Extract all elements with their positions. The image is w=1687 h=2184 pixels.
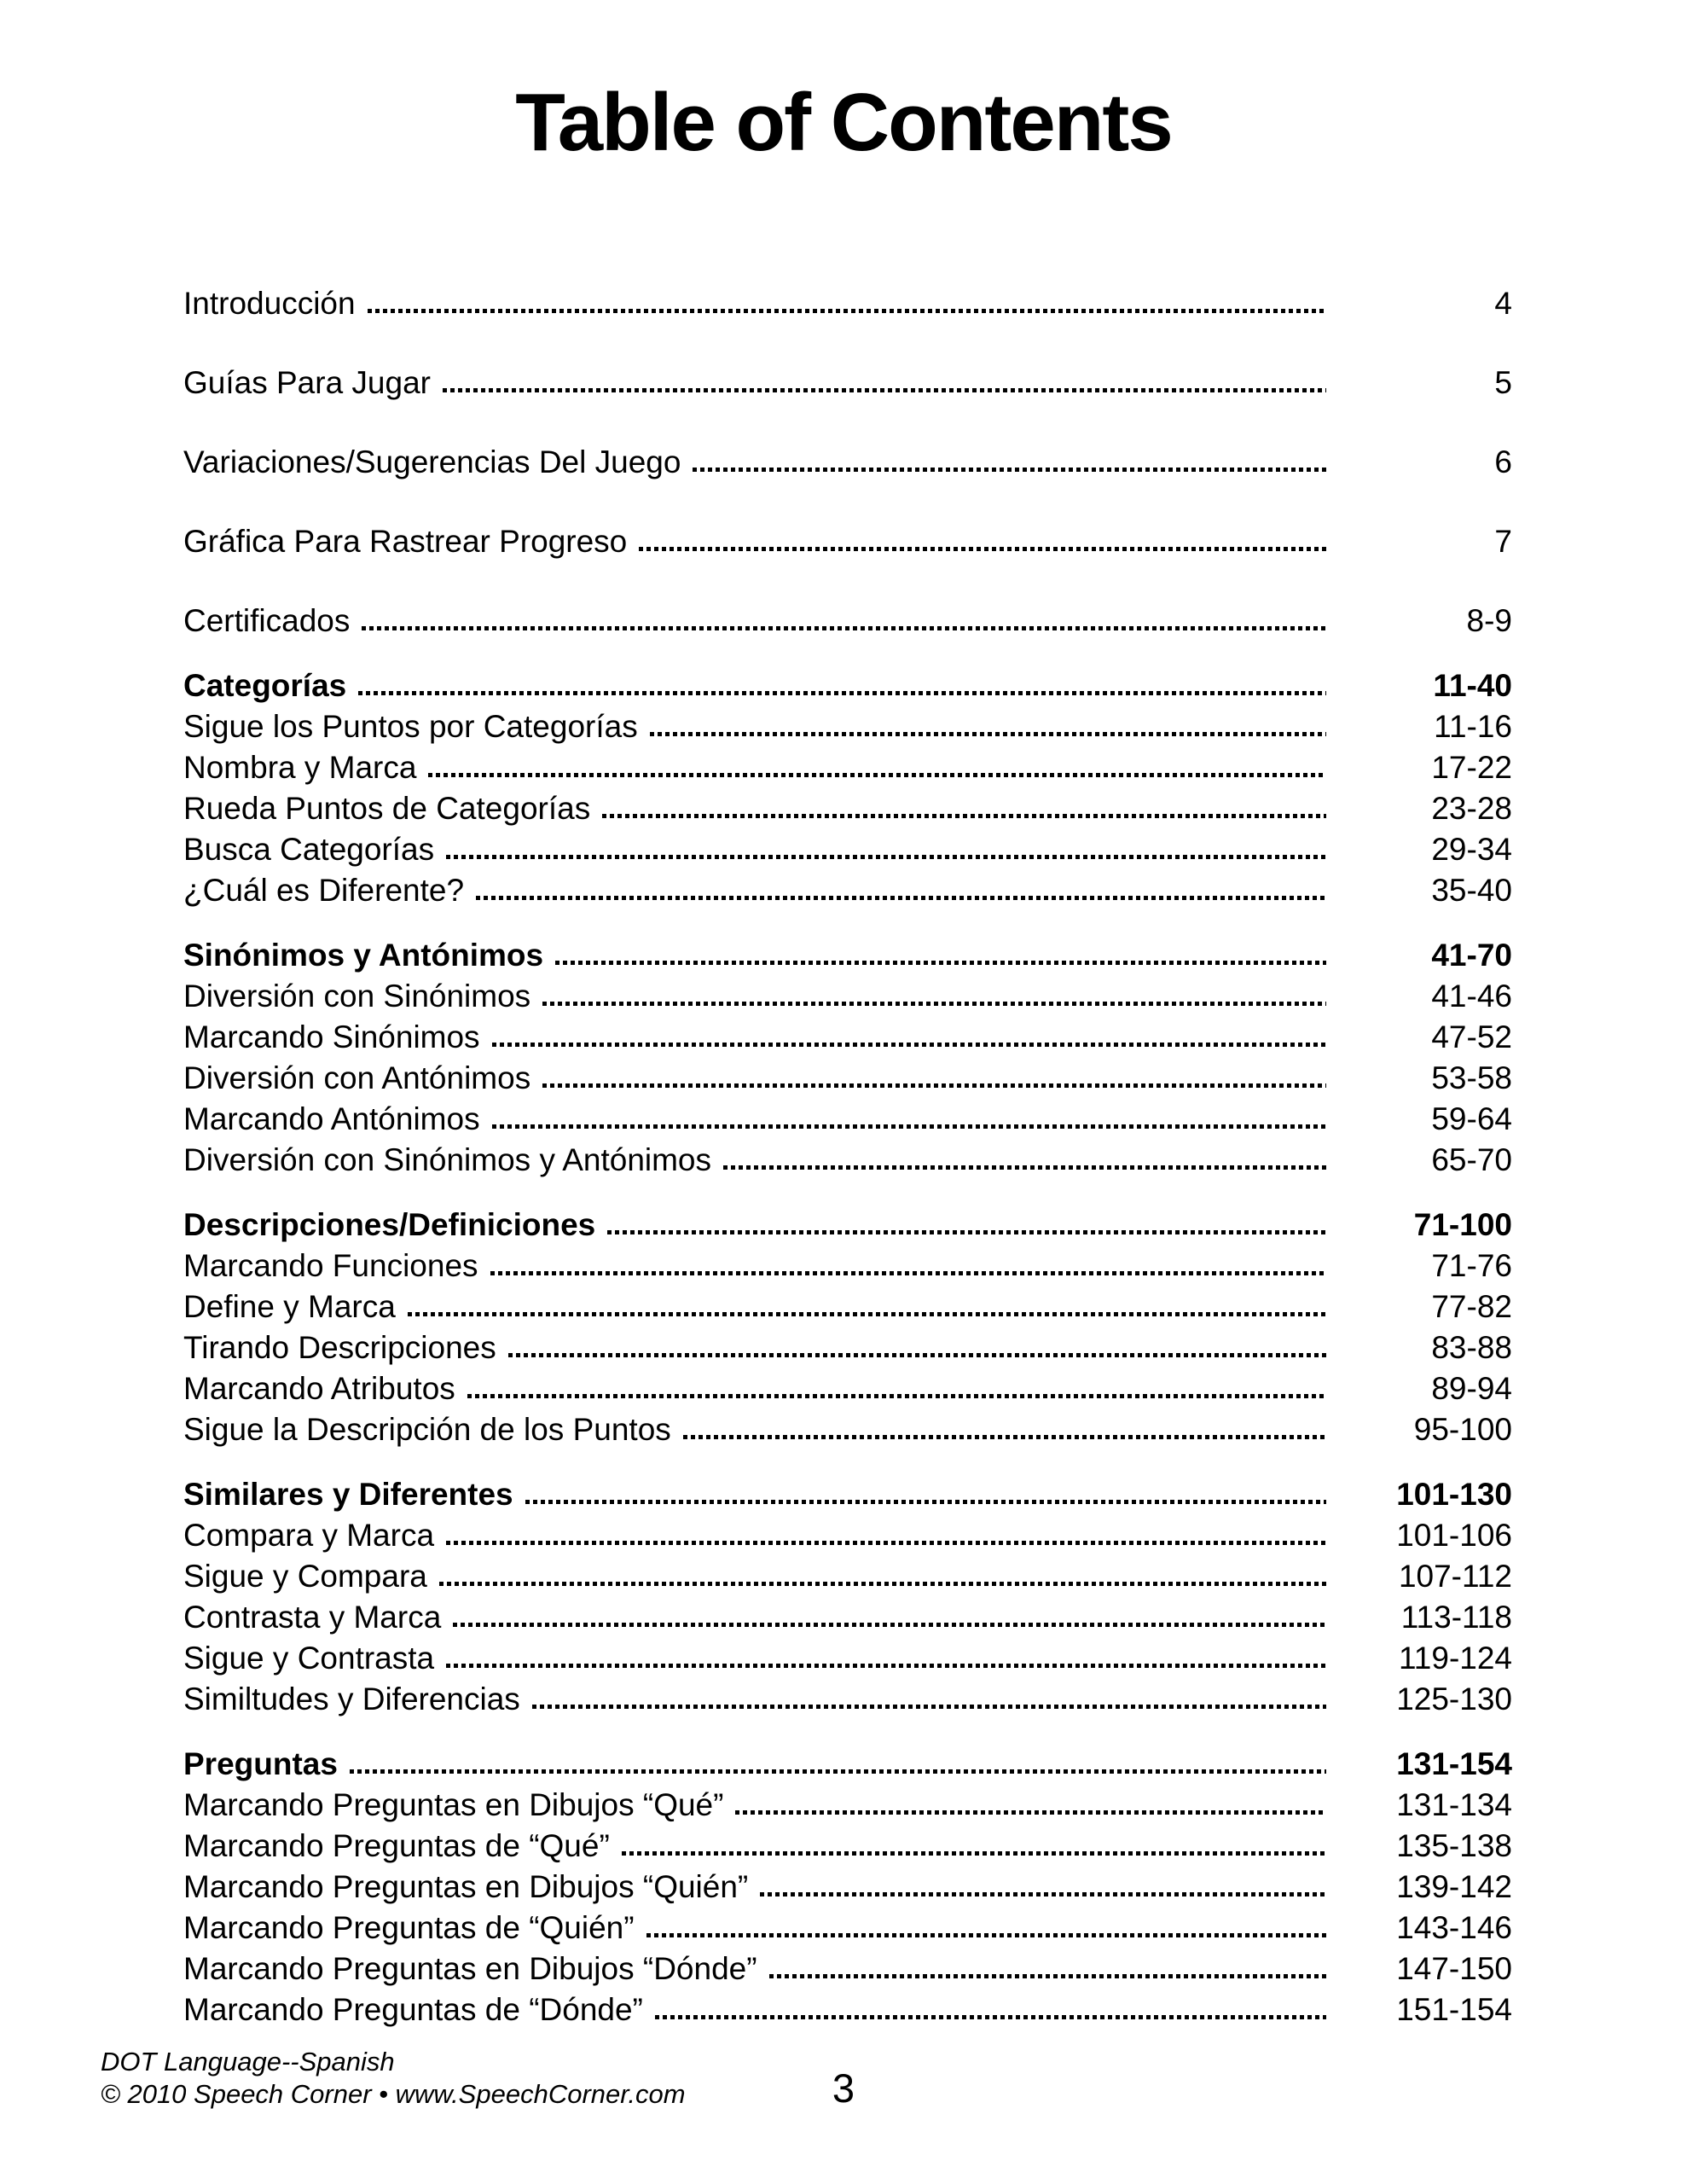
toc-entry xyxy=(183,744,1512,785)
toc-entry xyxy=(183,1014,1512,1054)
toc-entry-page: 8-9 xyxy=(1466,603,1512,638)
dot-leader xyxy=(362,626,1326,630)
toc-entry xyxy=(183,280,1512,321)
dot-leader xyxy=(446,855,1326,859)
dot-leader xyxy=(492,1124,1326,1129)
front-matter-list xyxy=(183,280,1512,638)
toc-entry xyxy=(183,1283,1512,1324)
toc-section xyxy=(183,1201,1512,1447)
toc-section-title: Preguntas xyxy=(183,1746,338,1781)
toc-entry-page: 107-112 xyxy=(1398,1559,1512,1594)
toc-entry-label: Sigue y Contrasta xyxy=(183,1641,435,1676)
toc-entry-label: Nombra y Marca xyxy=(183,750,417,785)
toc-section xyxy=(183,932,1512,1177)
toc-section xyxy=(183,1471,1512,1716)
toc-entry-page: 125-130 xyxy=(1396,1682,1512,1716)
toc-entry xyxy=(183,1676,1512,1716)
footer-book-title: DOT Language--Spanish xyxy=(101,2047,395,2077)
page-title: Table of Contents xyxy=(515,77,1172,168)
toc-entry-label: Marcando Preguntas de “Qué” xyxy=(183,1828,610,1863)
toc-entry-page: 35-40 xyxy=(1431,873,1512,908)
toc-entry-page: 101-106 xyxy=(1396,1518,1512,1553)
toc-entry xyxy=(183,439,1512,479)
toc-entry xyxy=(183,1822,1512,1863)
toc-entry-page: 135-138 xyxy=(1396,1828,1512,1863)
toc-section-pages: 11-40 xyxy=(1433,668,1512,703)
toc-entry-page: 29-34 xyxy=(1431,832,1512,867)
toc-entry-label: Contrasta y Marca xyxy=(183,1600,442,1635)
toc-entry xyxy=(183,1986,1512,2027)
toc-entry-label: ¿Cuál es Diferente? xyxy=(183,873,465,908)
toc-section-pages: 71-100 xyxy=(1413,1207,1512,1242)
toc-entry-page: 47-52 xyxy=(1431,1019,1512,1054)
dot-leader xyxy=(769,1974,1326,1978)
dot-leader xyxy=(490,1271,1326,1275)
toc-entry-page: 131-134 xyxy=(1396,1787,1512,1822)
toc-entry xyxy=(183,1136,1512,1177)
page-number: 3 xyxy=(832,2065,855,2111)
dot-leader xyxy=(467,1394,1326,1398)
dot-leader xyxy=(655,2015,1326,2019)
toc-entry-page: 23-28 xyxy=(1431,791,1512,826)
toc-entry-page: 5 xyxy=(1494,365,1512,400)
toc-entry-label: Sigue los Puntos por Categorías xyxy=(183,709,638,744)
dot-leader xyxy=(693,468,1326,472)
dot-leader xyxy=(508,1353,1326,1357)
toc-entry-label: Marcando Antónimos xyxy=(183,1101,480,1136)
toc-entry-page: 147-150 xyxy=(1396,1951,1512,1986)
toc-entry xyxy=(183,1904,1512,1945)
toc-entry-page: 53-58 xyxy=(1431,1060,1512,1095)
toc-entry xyxy=(183,518,1512,559)
toc-entry-label: Diversión con Sinónimos y Antónimos xyxy=(183,1142,712,1177)
dot-leader xyxy=(542,1002,1326,1006)
toc-entry xyxy=(183,1863,1512,1904)
toc-entry-label: Gráfica Para Rastrear Progreso xyxy=(183,524,628,559)
dot-leader xyxy=(555,961,1326,965)
footer-copyright: © 2010 Speech Corner • www.SpeechCorner.com xyxy=(101,2079,686,2109)
toc-entry-label: Marcando Preguntas en Dibujos “Quién” xyxy=(183,1869,749,1904)
toc-entry-label: Marcando Funciones xyxy=(183,1248,478,1283)
dot-leader xyxy=(639,547,1326,551)
dot-leader xyxy=(439,1582,1326,1586)
toc-entry-label: Marcando Preguntas de “Dónde” xyxy=(183,1992,643,2027)
toc-entry-page: 143-146 xyxy=(1396,1910,1512,1945)
toc-section-header xyxy=(183,1201,1512,1242)
toc-section-pages: 131-154 xyxy=(1396,1746,1512,1781)
dot-leader xyxy=(446,1664,1326,1668)
toc-entry xyxy=(183,597,1512,638)
dot-leader xyxy=(607,1230,1326,1234)
toc-section-header xyxy=(183,1740,1512,1781)
toc-entry-label: Variaciones/Sugerencias Del Juego xyxy=(183,444,681,479)
toc-section-title: Descripciones/Definiciones xyxy=(183,1207,596,1242)
toc-entry-label: Guías Para Jugar xyxy=(183,365,431,400)
dot-leader xyxy=(476,896,1326,900)
toc-entry xyxy=(183,1945,1512,1986)
toc-entry xyxy=(183,1054,1512,1095)
toc-section xyxy=(183,662,1512,908)
toc-entry-page: 151-154 xyxy=(1396,1992,1512,2027)
dot-leader xyxy=(492,1043,1326,1047)
dot-leader xyxy=(735,1810,1326,1815)
toc-entry-label: Compara y Marca xyxy=(183,1518,435,1553)
toc-entry xyxy=(183,1512,1512,1553)
toc-entry-page: 119-124 xyxy=(1398,1641,1512,1676)
toc-entry xyxy=(183,785,1512,826)
toc-section-title: Sinónimos y Antónimos xyxy=(183,938,544,973)
dot-leader xyxy=(760,1892,1326,1896)
dot-leader xyxy=(358,691,1326,695)
toc-entry-label: Rueda Puntos de Categorías xyxy=(183,791,591,826)
toc-entry-label: Busca Categorías xyxy=(183,832,435,867)
toc-entry-page: 139-142 xyxy=(1396,1869,1512,1904)
toc-entry-page: 11-16 xyxy=(1434,709,1512,744)
toc-entry-page: 89-94 xyxy=(1431,1371,1512,1406)
dot-leader xyxy=(650,732,1326,736)
toc-entry-label: Diversión con Sinónimos xyxy=(183,979,531,1014)
dot-leader xyxy=(446,1541,1326,1545)
toc-section-header xyxy=(183,662,1512,703)
toc-entry-label: Marcando Atributos xyxy=(183,1371,455,1406)
toc-entry-label: Marcando Preguntas en Dibujos “Qué” xyxy=(183,1787,724,1822)
dot-leader xyxy=(525,1500,1326,1504)
dot-leader xyxy=(646,1933,1326,1937)
toc-entry xyxy=(183,867,1512,908)
toc-entry-label: Define y Marca xyxy=(183,1289,396,1324)
toc-section xyxy=(183,1740,1512,2027)
toc-entry-page: 65-70 xyxy=(1431,1142,1512,1177)
dot-leader xyxy=(408,1312,1326,1316)
toc-entry-page: 95-100 xyxy=(1413,1412,1512,1447)
dot-leader xyxy=(622,1851,1326,1856)
toc-entry-label: Marcando Preguntas de “Quién” xyxy=(183,1910,635,1945)
toc-entry xyxy=(183,973,1512,1014)
toc-entry xyxy=(183,826,1512,867)
toc-entry-page: 59-64 xyxy=(1431,1101,1512,1136)
dot-leader xyxy=(602,814,1326,818)
toc-section-title: Categorías xyxy=(183,668,347,703)
toc-entry-page: 6 xyxy=(1494,444,1512,479)
toc-entry-label: Marcando Sinónimos xyxy=(183,1019,480,1054)
toc-entry xyxy=(183,1365,1512,1406)
toc-entry-page: 83-88 xyxy=(1431,1330,1512,1365)
toc-entry-page: 4 xyxy=(1494,286,1512,321)
dot-leader xyxy=(350,1769,1326,1774)
toc-entry-label: Similtudes y Diferencias xyxy=(183,1682,520,1716)
toc-entry-page: 41-46 xyxy=(1431,979,1512,1014)
dot-leader xyxy=(428,773,1326,777)
toc-entry-label: Sigue la Descripción de los Puntos xyxy=(183,1412,671,1447)
toc-section-header xyxy=(183,1471,1512,1512)
toc-entry xyxy=(183,703,1512,744)
toc-section-header xyxy=(183,932,1512,973)
toc-entry-page: 7 xyxy=(1494,524,1512,559)
toc-entry xyxy=(183,1594,1512,1635)
toc-entry xyxy=(183,1095,1512,1136)
dot-leader xyxy=(542,1083,1326,1088)
toc-entry xyxy=(183,1553,1512,1594)
toc-entry-label: Introducción xyxy=(183,286,356,321)
toc-entry-label: Certificados xyxy=(183,603,351,638)
toc-entry-label: Marcando Preguntas en Dibujos “Dónde” xyxy=(183,1951,757,1986)
toc-entry-label: Diversión con Antónimos xyxy=(183,1060,531,1095)
toc-entry xyxy=(183,359,1512,400)
toc-entry-page: 17-22 xyxy=(1431,750,1512,785)
toc-entry-label: Sigue y Compara xyxy=(183,1559,427,1594)
toc-entry xyxy=(183,1635,1512,1676)
toc-entry xyxy=(183,1781,1512,1822)
dot-leader xyxy=(453,1623,1326,1627)
toc-section-pages: 41-70 xyxy=(1431,938,1512,973)
dot-leader xyxy=(723,1165,1326,1170)
dot-leader xyxy=(368,309,1326,313)
dot-leader xyxy=(443,388,1326,392)
toc-entry xyxy=(183,1242,1512,1283)
toc-entry-page: 113-118 xyxy=(1400,1600,1512,1635)
dot-leader xyxy=(683,1435,1326,1439)
toc-section-title: Similares y Diferentes xyxy=(183,1477,513,1512)
dot-leader xyxy=(532,1705,1326,1709)
toc-entry-label: Tirando Descripciones xyxy=(183,1330,496,1365)
toc-sections xyxy=(183,662,1512,2027)
table-of-contents xyxy=(183,280,1512,2027)
toc-entry xyxy=(183,1324,1512,1365)
toc-section-pages: 101-130 xyxy=(1396,1477,1512,1512)
toc-entry-page: 77-82 xyxy=(1431,1289,1512,1324)
toc-entry-page: 71-76 xyxy=(1431,1248,1512,1283)
toc-entry xyxy=(183,1406,1512,1447)
